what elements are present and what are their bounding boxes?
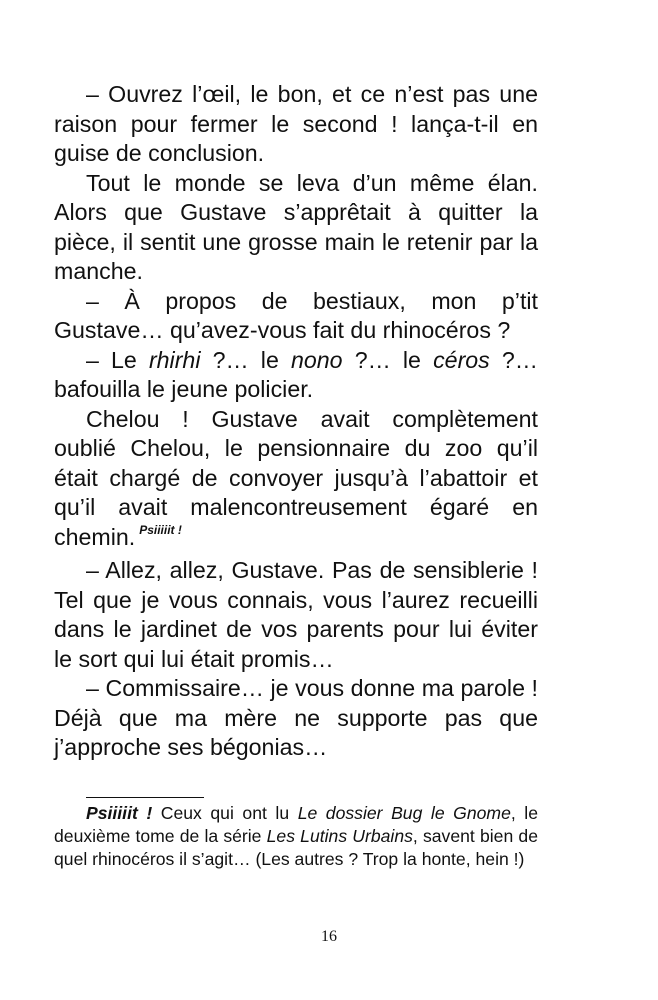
text-run: Chelou ! Gustave avait complètement oublié Chelou, le pensionnaire du zoo qu’il était chargé de convoyer jusqu’à l’abattoir et qu’il avait malencontreusement égaré en chemin.	[54, 405, 538, 550]
italic-text: rhirhi	[148, 346, 201, 373]
paragraph	[54, 346, 538, 405]
text-run: – Commissaire… je vous donne ma parole ! Déjà que ma mère ne supporte pas que j’approche ses bégonias…	[54, 675, 538, 760]
page-number: 16	[321, 928, 337, 945]
footnote-reference: Psiiiiit !	[139, 522, 182, 537]
text-run: ?… le	[200, 346, 291, 373]
footnote-separator	[86, 797, 204, 798]
footnote-key: Psiiiiit !	[86, 803, 153, 823]
footnote-paragraph	[54, 802, 538, 871]
text-run: – Ouvrez l’œil, le bon, et ce n’est pas une raison pour fermer le second ! lança-t-il en guise de conclusion.	[54, 81, 538, 166]
italic-text: nono	[290, 346, 343, 373]
italic-text: Le dossier Bug le Gnome	[297, 803, 511, 823]
paragraph	[54, 556, 538, 674]
text-run: – Le	[86, 346, 149, 373]
text-run: , le deuxième tome de la série	[54, 803, 538, 846]
text-run: Tout le monde se leva d’un même élan. Alors que Gustave s’apprêtait à quitter la pièce, il sentit une grosse main le retenir par la manche.	[54, 169, 538, 284]
paragraph	[54, 169, 538, 287]
italic-text: Les Lutins Urbains	[266, 826, 413, 846]
italic-text: céros	[433, 346, 490, 373]
text-run: Ceux qui ont lu	[152, 803, 298, 823]
body-text	[54, 80, 538, 763]
paragraph	[54, 405, 538, 557]
text-run: ?… bafouilla le jeune policier.	[54, 346, 538, 402]
text-run: – Allez, allez, Gustave. Pas de sensiblerie ! Tel que je vous connais, vous l’aurez recueilli dans le jardinet de vos parents pour lui éviter le sort qui lui était promis…	[54, 557, 538, 672]
footnote	[54, 802, 538, 871]
text-run: , savent bien de quel rhinocéros il s’agit… (Les autres ? Trop la honte, hein !)	[54, 826, 538, 869]
paragraph	[54, 674, 538, 763]
text-run: ?… le	[342, 346, 434, 373]
paragraph	[54, 80, 538, 169]
text-run: – À propos de bestiaux, mon p’tit Gustave… qu’avez-vous fait du rhinocéros ?	[54, 287, 538, 343]
paragraph	[54, 287, 538, 346]
